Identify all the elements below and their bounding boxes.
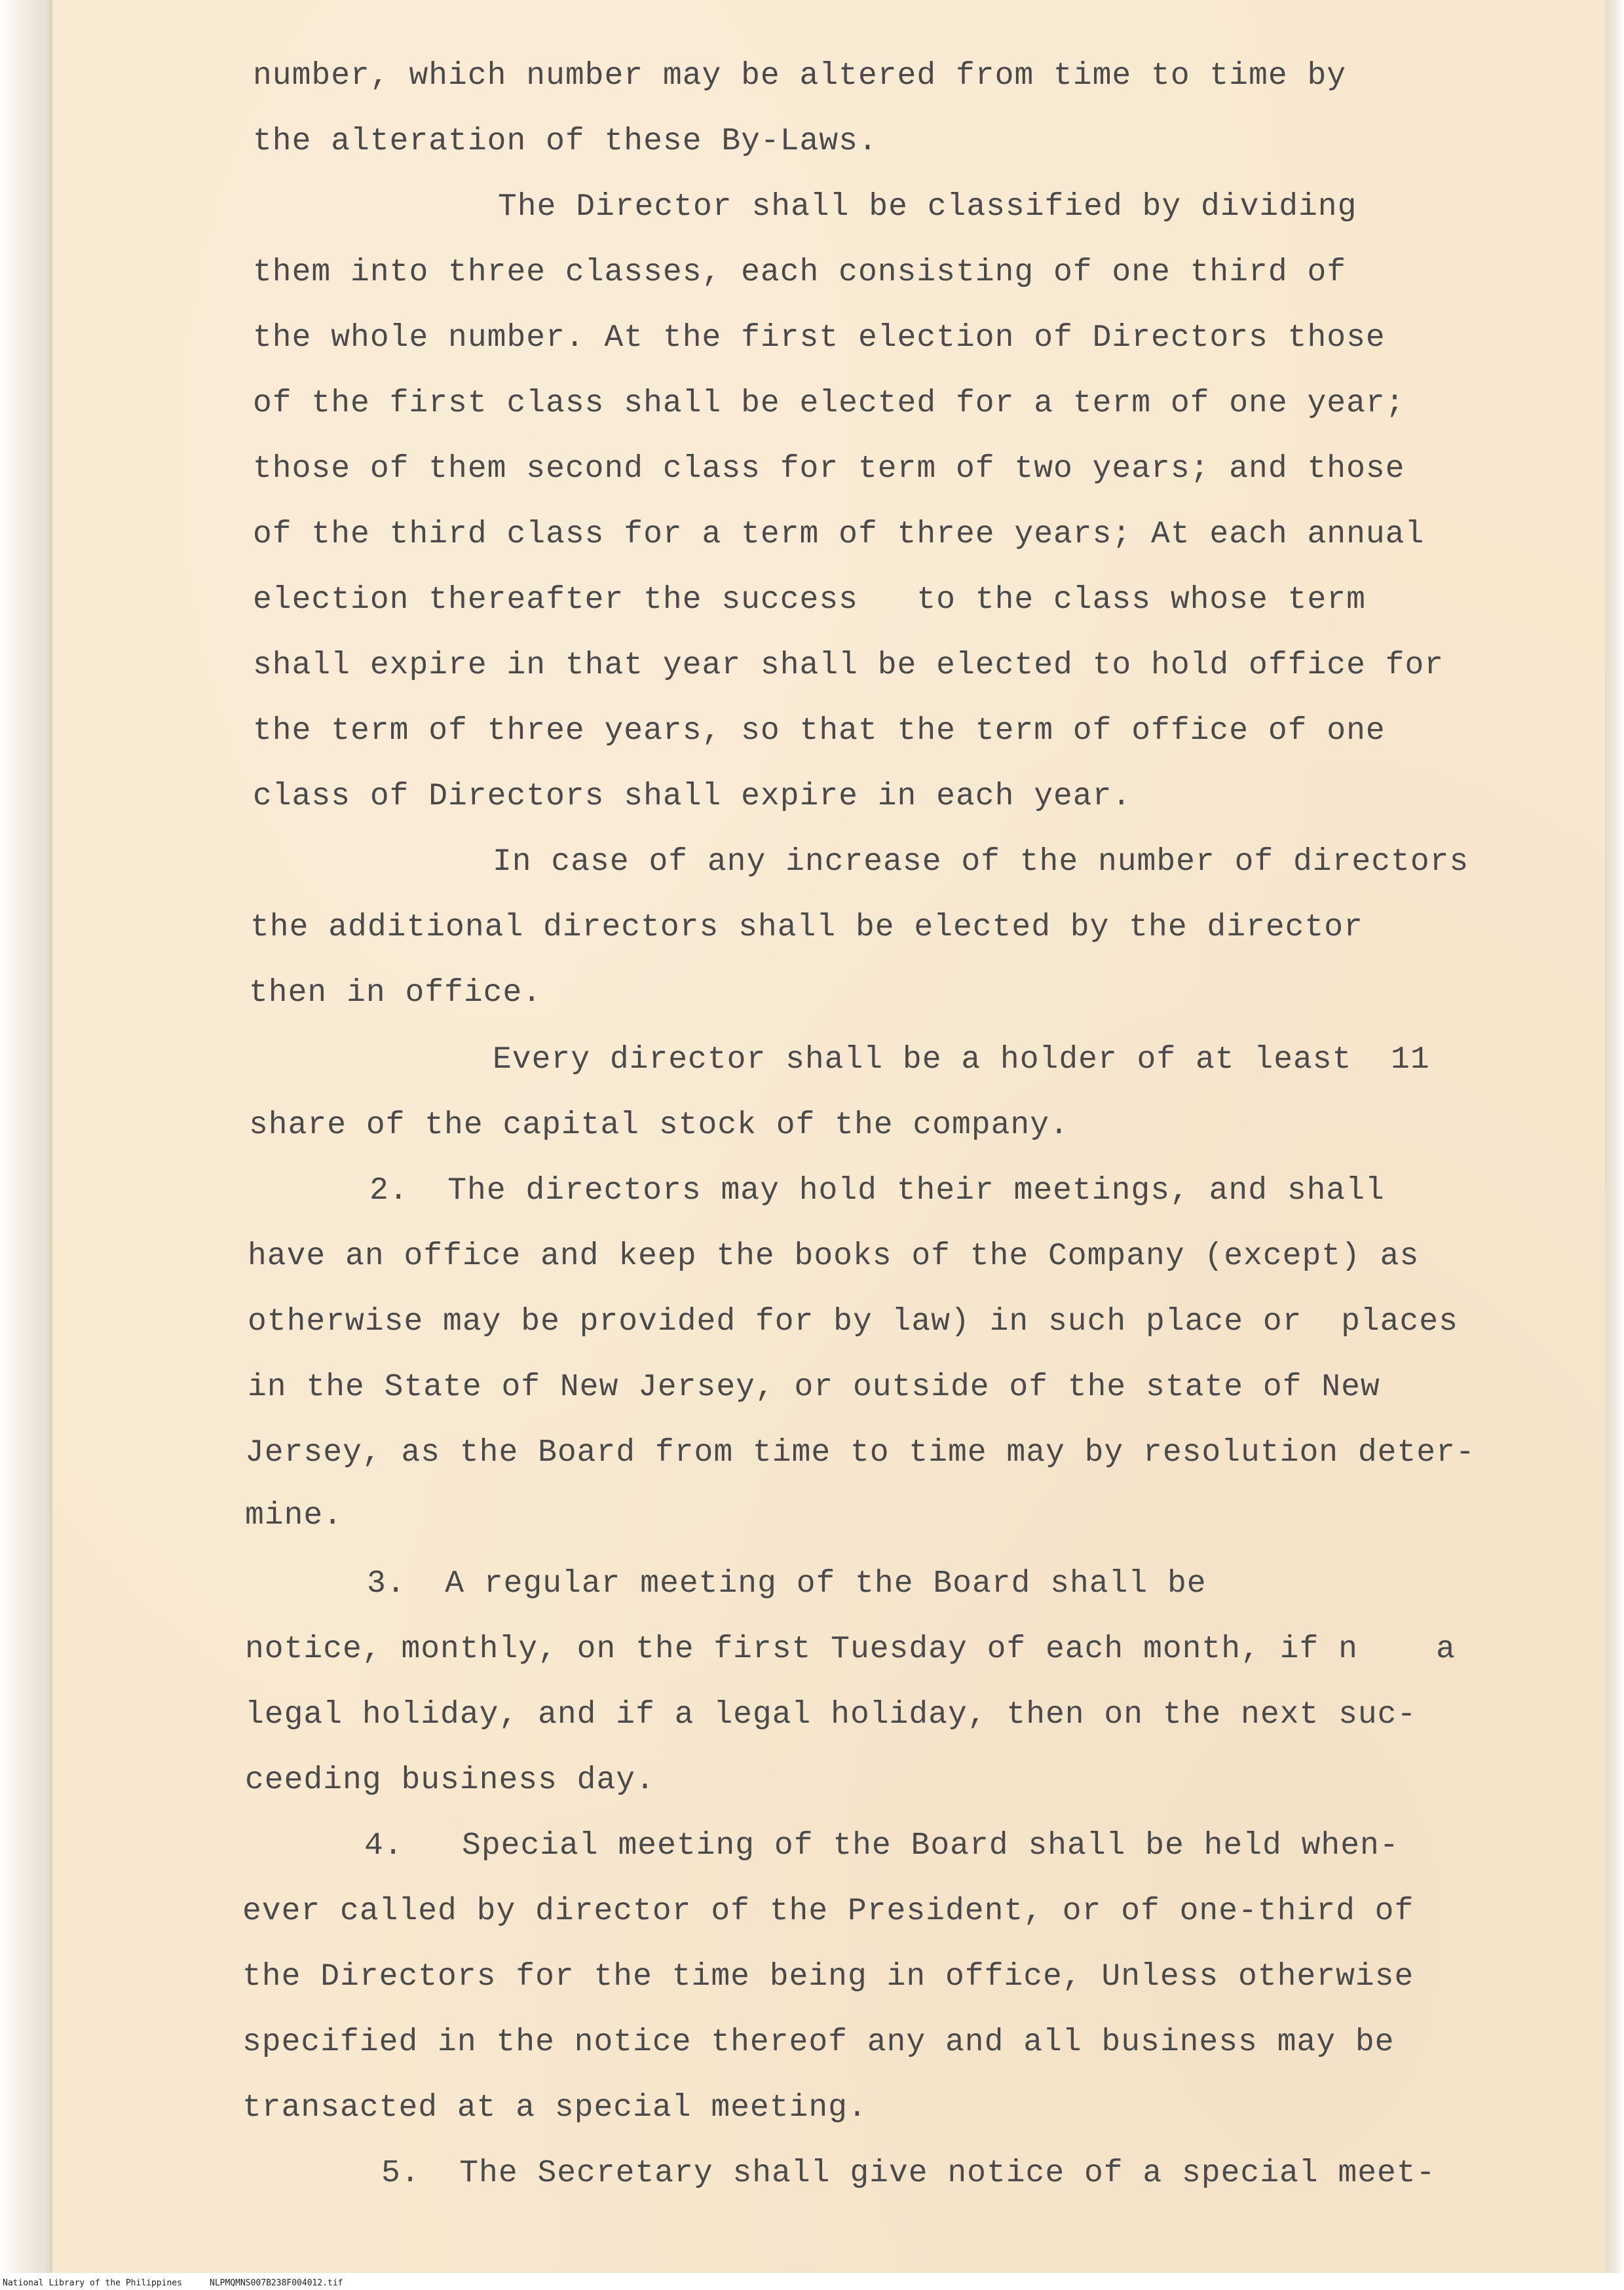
text-line: them into three classes, each consisting of one third of	[253, 255, 1347, 290]
text-line: legal holiday, and if a legal holiday, then on the next suc-	[245, 1697, 1417, 1733]
text-line: transacted at a special meeting.	[242, 2090, 867, 2126]
scan-right-edge	[1605, 0, 1624, 2273]
text-line: specified in the notice thereof any and all business may be	[242, 2025, 1395, 2060]
scan-left-edge	[0, 0, 52, 2273]
text-line: class of Directors shall expire in each year.	[253, 779, 1132, 814]
text-line: of the third class for a term of three years; At each annual	[253, 517, 1425, 552]
text-line: ceeding business day.	[245, 1763, 655, 1798]
text-line: the term of three years, so that the term of office of one	[253, 713, 1386, 749]
text-line: the Directors for the time being in office, Unless otherwise	[242, 1959, 1414, 1995]
text-line: Every director shall be a holder of at least 11	[493, 1042, 1430, 1078]
footer-institution: National Library of the Philippines	[3, 2278, 182, 2288]
text-line: the whole number. At the first election of Directors those	[253, 320, 1386, 356]
text-line: 3. A regular meeting of the Board shall be	[367, 1566, 1207, 1602]
text-line: those of them second class for term of two years; and those	[253, 451, 1405, 487]
text-line: the additional directors shall be elected by the director	[250, 910, 1363, 945]
text-line: of the first class shall be elected for a term of one year;	[253, 386, 1405, 421]
text-line: have an office and keep the books of the Company (except) as	[248, 1239, 1420, 1274]
text-line: shall expire in that year shall be elected to hold office for	[253, 648, 1445, 683]
text-line: share of the capital stock of the company.	[249, 1108, 1069, 1143]
text-line: 2. The directors may hold their meetings, and shall	[369, 1173, 1385, 1209]
text-line: mine.	[245, 1498, 343, 1533]
text-line: In case of any increase of the number of directors	[493, 844, 1469, 880]
text-line: 4. Special meeting of the Board shall be held when-	[364, 1828, 1399, 1864]
text-line: in the State of New Jersey, or outside of the state of New	[248, 1370, 1380, 1405]
text-line: the alteration of these By-Laws.	[253, 124, 878, 159]
text-line: number, which number may be altered from time to time by	[253, 58, 1347, 94]
footer-file-id: NLPMQMNS007B238F004012.tif	[210, 2278, 343, 2288]
text-line: The Director shall be classified by dividing	[498, 189, 1357, 225]
text-line: then in office.	[249, 975, 542, 1011]
text-line: ever called by director of the President, or of one-third of	[242, 1894, 1414, 1929]
text-line: otherwise may be provided for by law) in such place or places	[248, 1304, 1458, 1340]
text-line: 5. The Secretary shall give notice of a special meet-	[381, 2156, 1436, 2191]
text-line: Jersey, as the Board from time to time may by resolution deter-	[245, 1435, 1475, 1471]
text-line: notice, monthly, on the first Tuesday of each month, if n a	[245, 1632, 1456, 1667]
text-line: election thereafter the success to the class whose term	[253, 582, 1366, 618]
